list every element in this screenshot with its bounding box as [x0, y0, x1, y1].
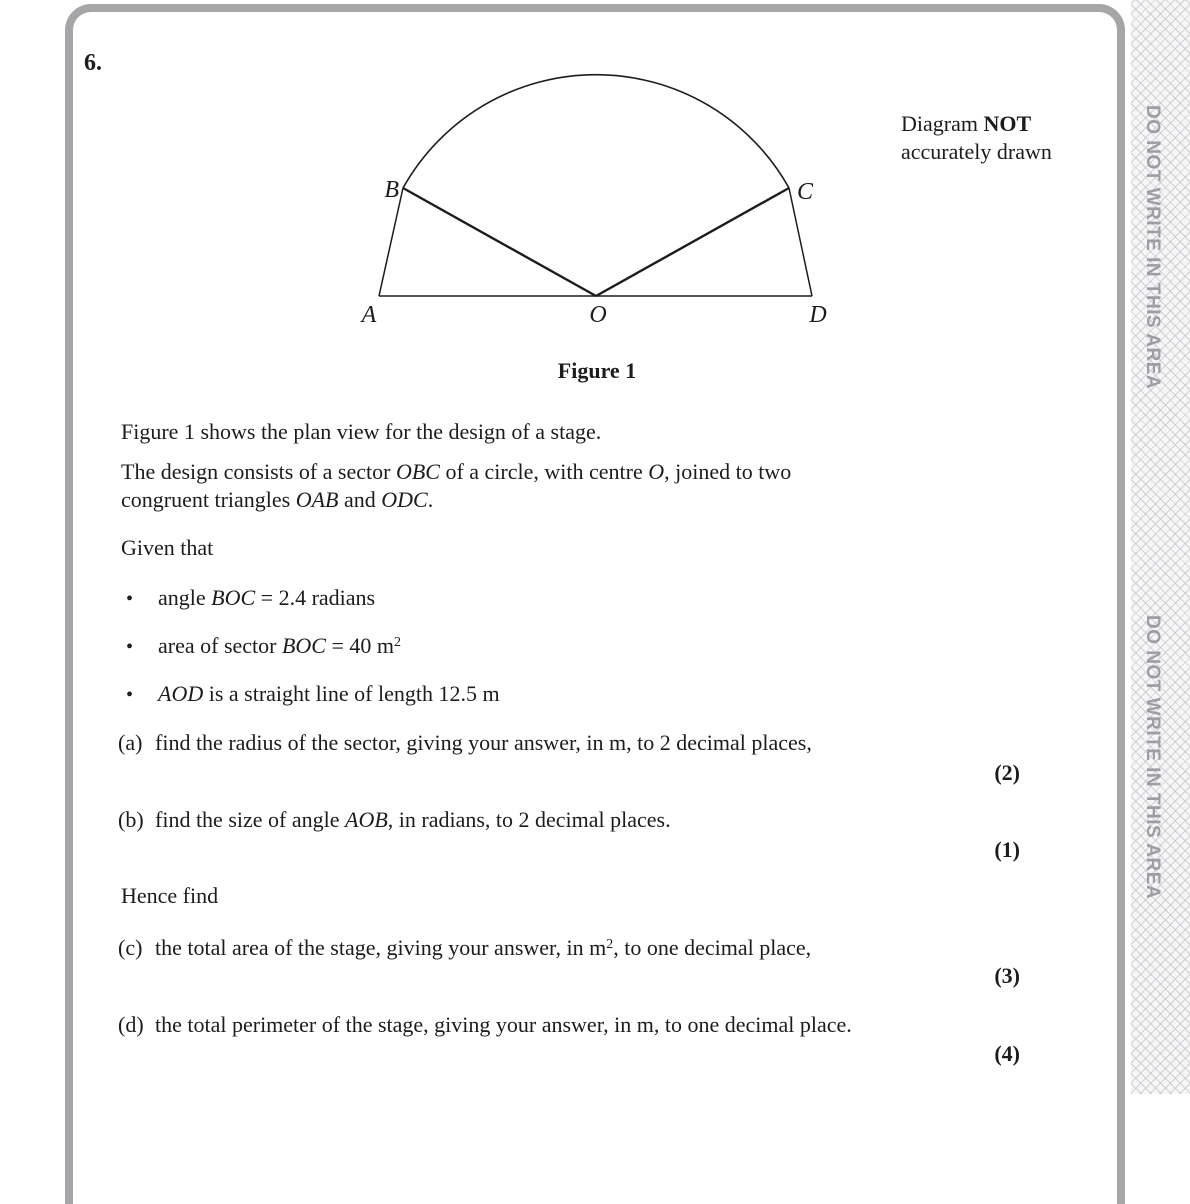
var-AOD: AOD	[158, 681, 204, 706]
part-b-label: (b)	[118, 807, 144, 832]
radius-OB	[403, 188, 596, 296]
bullet-marker: •	[126, 588, 134, 610]
design-text-line1	[121, 458, 791, 486]
design-seg: and	[338, 487, 382, 512]
diagram-note-line1	[901, 110, 1052, 138]
diagram-not-accurate-note	[901, 110, 1052, 166]
superscript-2: 2	[606, 937, 614, 952]
part-a	[118, 729, 812, 757]
bullet-marker: •	[126, 684, 134, 706]
radius-OC	[596, 188, 789, 296]
var-ODC: ODC	[381, 487, 428, 512]
bullet-seg: = 2.4 radians	[255, 585, 376, 610]
design-seg: , joined to two	[664, 459, 792, 484]
superscript-2: 2	[394, 635, 402, 650]
diagram-note-bold: NOT	[983, 111, 1032, 136]
figure-caption: Figure 1	[557, 358, 637, 383]
var-OAB: OAB	[295, 487, 339, 512]
intro-text: Figure 1 shows the plan view for the design of a stage.	[121, 419, 602, 444]
part-d	[118, 1011, 852, 1039]
part-b-text: find the size of angle	[155, 807, 345, 832]
part-b	[118, 806, 671, 834]
question-number: 6.	[84, 50, 102, 76]
design-seg: The design consists of a sector	[121, 459, 396, 484]
design-seg: .	[427, 487, 434, 512]
part-a-label: (a)	[118, 730, 143, 755]
diagram-note-prefix: Diagram	[901, 111, 984, 136]
part-b-marks: (1)	[994, 837, 1020, 862]
edge-AB	[379, 188, 403, 296]
var-AOB: AOB	[345, 807, 388, 832]
design-seg: of a circle, with centre	[439, 459, 649, 484]
part-c-text: the total area of the stage, giving your answer, in m	[155, 935, 607, 960]
bullet-seg: angle	[158, 585, 212, 610]
part-d-label: (d)	[118, 1012, 144, 1037]
label-D: D	[809, 302, 827, 328]
var-O: O	[648, 459, 665, 484]
label-O: O	[589, 302, 607, 328]
given-that-label: Given that	[121, 535, 214, 560]
bullet-area-sector	[126, 632, 401, 661]
diagram-note-line2: accurately drawn	[901, 139, 1052, 164]
part-c-text: , to one decimal place,	[613, 935, 812, 960]
part-a-text: find the radius of the sector, giving your answer, in m, to 2 decimal places,	[155, 730, 812, 755]
part-d-marks: (4)	[994, 1041, 1020, 1066]
part-c-marks: (3)	[994, 963, 1020, 988]
var-OBC: OBC	[395, 459, 440, 484]
bullet-marker: •	[126, 636, 134, 658]
var-BOC: BOC	[281, 633, 326, 658]
stage-diagram	[330, 55, 860, 345]
do-not-write-warning-bottom: DO NOT WRITE IN THIS AREA	[1142, 615, 1163, 900]
label-C: C	[797, 179, 814, 205]
part-c-label: (c)	[118, 935, 143, 960]
design-text-line2	[121, 486, 433, 514]
bullet-angle-boc	[126, 584, 375, 613]
bullet-seg: is a straight line of length 12.5 m	[203, 681, 500, 706]
sector-arc	[403, 75, 789, 188]
part-a-marks: (2)	[994, 760, 1020, 785]
label-B: B	[384, 177, 399, 203]
hence-find-label: Hence find	[121, 883, 219, 908]
do-not-write-warning-top: DO NOT WRITE IN THIS AREA	[1142, 105, 1163, 390]
var-BOC: BOC	[211, 585, 256, 610]
part-c	[118, 934, 811, 962]
part-d-text: the total perimeter of the stage, giving your answer, in m, to one decimal place.	[155, 1012, 852, 1037]
bullet-seg: area of sector	[158, 633, 282, 658]
part-b-text: , in radians, to 2 decimal places.	[387, 807, 671, 832]
bullet-aod-length	[126, 680, 500, 709]
design-seg: congruent triangles	[121, 487, 296, 512]
label-A: A	[361, 302, 377, 328]
bullet-seg: = 40 m	[325, 633, 395, 658]
